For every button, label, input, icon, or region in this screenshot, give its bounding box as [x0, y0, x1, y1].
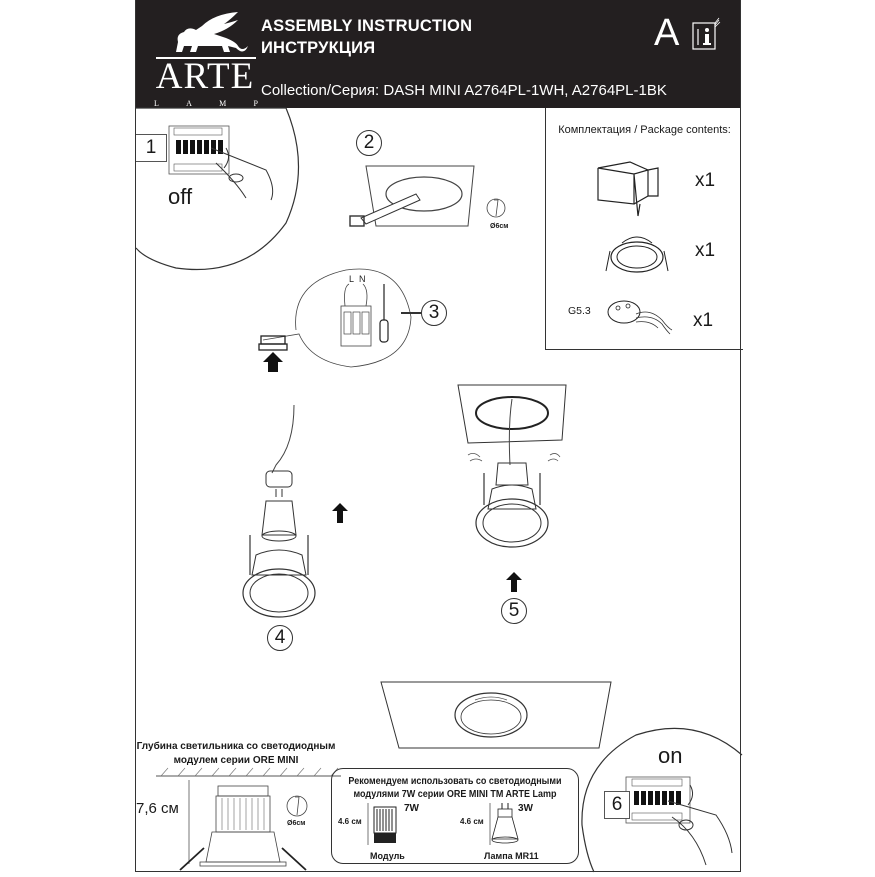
step-4-number: 4: [267, 625, 293, 651]
winged-lion-icon: [168, 12, 246, 56]
step-1-number: 1: [136, 134, 167, 162]
up-arrow-icon: [332, 503, 348, 523]
up-arrow-icon: [506, 572, 522, 592]
logo-wordmark: ARTE: [155, 56, 255, 97]
step-3-wiring-illustration: [251, 262, 421, 372]
header-bar: [136, 0, 740, 108]
depth-diagram: [156, 768, 341, 870]
step-4-assembly-illustration: [236, 405, 336, 625]
step-2-number: 2: [356, 130, 382, 156]
module-label: Модуль: [370, 851, 405, 861]
package-item-2-qty: x1: [695, 240, 716, 261]
recommendation-title: [344, 775, 565, 801]
step-1-label: off: [168, 184, 193, 209]
step-6-on: [576, 725, 742, 872]
hole-saw-icon: [286, 795, 308, 819]
step-2-diameter: Ø6см: [490, 223, 509, 230]
step-5-install-illustration: [456, 385, 576, 555]
package-contents-title: Комплектация / Package contents:: [558, 124, 731, 136]
wire-n: N: [359, 274, 366, 284]
instruction-page: [135, 0, 741, 872]
step-2-cut-hole-illustration: [346, 160, 486, 230]
depth-title-line2: модулем серии ORE MINI: [173, 755, 299, 766]
hole-saw-icon: [486, 198, 506, 220]
step-3-number: 3: [421, 300, 447, 326]
package-item-3-label: G5.3: [568, 305, 591, 317]
title-russian: ИНСТРУКЦИЯ: [261, 39, 376, 57]
lamp-power: 3W: [518, 803, 533, 814]
lamp-height: 4.6 см: [460, 817, 484, 826]
step-1-off: [136, 108, 306, 278]
led-module-icon: [366, 801, 406, 847]
depth-cutout: Ø6см: [287, 820, 306, 827]
document-title: [261, 15, 472, 59]
step-6-number: 6: [604, 791, 630, 819]
collection-line: Collection/Серия: DASH MINI A2764PL-1WH, A2764PL-1BK: [261, 82, 667, 99]
wire-l: L: [349, 274, 355, 284]
step-5-number: 5: [501, 598, 527, 624]
language-letter: A: [654, 12, 680, 54]
recommendation-line1: Рекомендуем использовать со светодиодными: [348, 776, 562, 787]
depth-title: [136, 740, 336, 768]
recommendation-box: [331, 768, 579, 864]
depth-value: 7,6 см: [136, 800, 179, 817]
downlight-icon: [604, 233, 670, 275]
logo-subtitle: L A M P: [154, 99, 258, 108]
step-6-label: on: [658, 743, 683, 768]
package-item-1-qty: x1: [695, 170, 716, 191]
depth-title-line1: Глубина светильника со светодиодным: [136, 741, 336, 752]
box-icon: [596, 160, 666, 216]
module-power: 7W: [404, 803, 419, 814]
recommendation-line2: модулями 7W серии ORE MINI TM ARTE Lamp: [353, 789, 557, 800]
module-height: 4.6 см: [338, 817, 362, 826]
step-3-pointer: [401, 312, 421, 314]
package-item-3-qty: x1: [693, 310, 714, 331]
package-contents-panel: [545, 108, 743, 350]
lamp-label: Лампа MR11: [484, 851, 539, 861]
socket-icon: [606, 294, 676, 336]
arte-lamp-logo: [150, 12, 260, 108]
title-english: ASSEMBLY INSTRUCTION: [261, 17, 473, 35]
info-book-icon: [691, 15, 721, 51]
